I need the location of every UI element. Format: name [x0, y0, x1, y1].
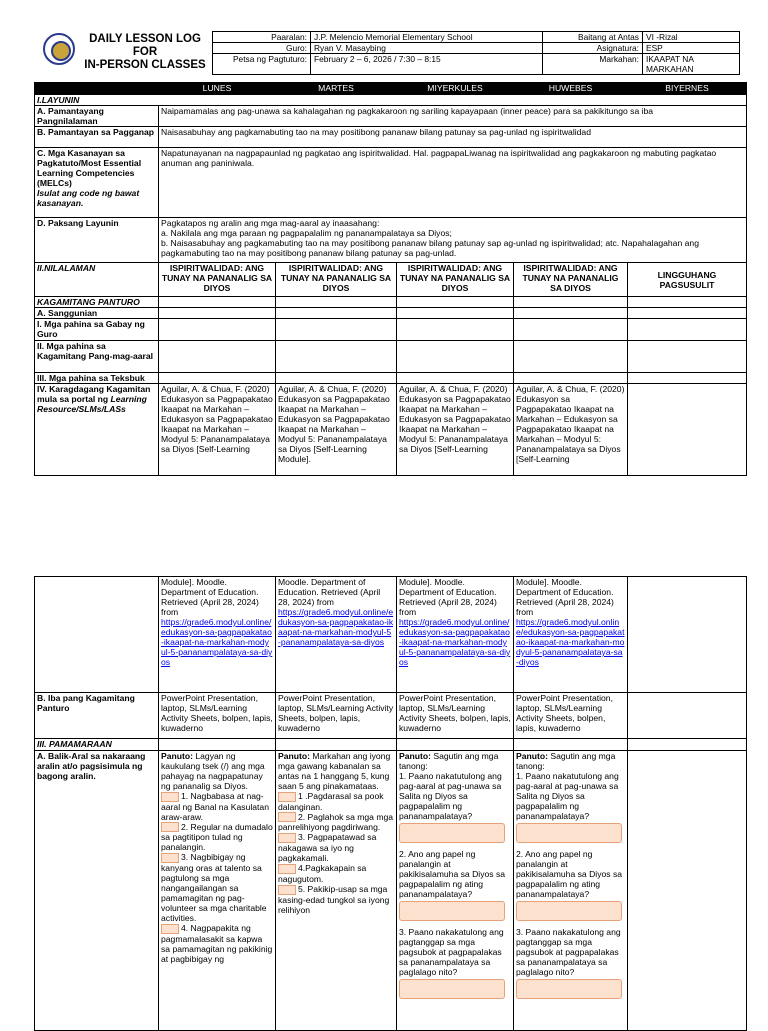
question-2-thu: 2. Ano ang papel ng panalangin at pakikisalamuha sa Diyos sa pagpapalalim ng ating pananampalataya?	[516, 849, 623, 899]
instructions-mon: Lagyan ng kaukulang tsek (/) ang mga pahayag na nagpapatunay ng pananalig sa Diyos.	[161, 751, 265, 791]
quarter-label: Markahan:	[543, 54, 643, 75]
iba-pang-kagamitan-mon: PowerPoint Presentation, laptop, SLMs/Learning Activity Sheets, bolpen, lapis, kuwaderno	[159, 693, 276, 739]
paksang-layunin-cell	[159, 218, 747, 263]
question-2-wed: 2. Ano ang papel ng panalangin at pakikisalamuha sa Diyos sa pagpapalalim ng ating pananampalataya?	[399, 849, 506, 899]
nilalaman-topic-thu: ISPIRITWALIDAD: ANG TUNAY NA PANANALIG SA DIYOS	[514, 263, 628, 297]
kasanayan-label-cell	[35, 148, 159, 218]
balik-aral-tue	[276, 751, 397, 1031]
paksang-layunin-line-1: Pagkatapos ng aralin ang mga mag-aaral ay inaasahang:	[161, 218, 380, 228]
module-link-tue[interactable]: https://grade6.modyul.online/edukasyon-sa-pagpapakatao-ikaapat-na-markahan-modyul-5-pananampalataya-sa-diyos	[278, 607, 394, 647]
nilalaman-topic-mon: ISPIRITWALIDAD: ANG TUNAY NA PANANALIG SA DIYOS	[159, 263, 276, 297]
gabay-ng-guro-label: I. Mga pahina sa Gabay ng Guro	[35, 319, 159, 341]
nilalaman-friday: LINGGUHANG PAGSUSULIT	[628, 263, 747, 297]
instructions-wed: Sagutin ang mga tanong:	[399, 751, 499, 771]
date-label: Petsa ng Pagtuturo:	[213, 54, 311, 75]
answer-box-1-wed[interactable]	[399, 823, 505, 843]
day-friday: BIYERNES	[628, 83, 747, 95]
module-link-mon[interactable]: https://grade6.modyul.online/edukasyon-sa-pagpapakatao-ikaapat-na-markahan-modyul-5-pananampalataya-sa-diyos	[161, 617, 273, 667]
teacher-label: Guro:	[213, 43, 311, 54]
statement-4: 4. Nagpapakita ng pagmamalasakit sa kapwa sa pamamagitan ng pakikinig at pagbibigay ng	[161, 923, 273, 964]
panuto-tue: Panuto:	[278, 751, 310, 761]
nilalaman-topic-tue: ISPIRITWALIDAD: ANG TUNAY NA PANANALIG SA DIYOS	[276, 263, 397, 297]
answer-box-3-thu[interactable]	[516, 979, 622, 999]
checkbox-1[interactable]	[161, 792, 179, 802]
document-title	[80, 33, 210, 72]
subject-label: Asignatura:	[543, 43, 643, 54]
kasanayan-text: Napatunayanan na nagpapaunlad ng pagkatao ang ispiritwalidad. Hal. pagpapaLiwanag na ispiritwalidad ang pagkakaroon ng mabuting pagkatao anuman ang paniniwala.	[159, 148, 747, 218]
rating-box-3[interactable]	[278, 833, 296, 843]
rating-box-4[interactable]	[278, 864, 296, 874]
subject-value: ESP	[643, 43, 740, 54]
reference-thu: Aguilar, A. & Chua, F. (2020) Edukasyon sa Pagpapakatao Ikaapat na Markahan – Edukasyon sa Pagpapakatao Ikaapat na Markahan – Modyul 5: Pananampalataya sa Diyos [Self-Learning	[514, 384, 628, 476]
reference-cont-text-mon: Module]. Moodle. Department of Education. Retrieved (April 28, 2024) from	[161, 577, 259, 617]
rating-box-5[interactable]	[278, 885, 296, 895]
paksang-layunin-line-3: b. Naisasabuhay ang pagkamabuting tao na may positibong pananaw bilang patunay sap ag-unlad ng ispiritwalidad; atc. Napahalagahan ang pagkamabuting tao na may positibong pananaw bilang patunay sa pag-unlad.	[161, 238, 699, 258]
question-1-wed: 1. Paano nakatutulong ang pag-aaral at pag-unawa sa Salita ng Diyos sa pagpapalalim ng pananampalataya?	[399, 771, 502, 821]
statement-1: 1. Nagbabasa at nag-aaral ng Banal na Kasulatan araw-araw.	[161, 791, 269, 822]
kasanayan-label: C. Mga Kasanayan sa Pagkatuto/Most Essential Learning Competencies (MELCs)	[37, 148, 142, 188]
date-value: February 2 – 6, 2026 / 7:30 – 8:15	[311, 54, 543, 75]
kagamitang-pang-mag-aaral-label: II. Mga pahina sa Kagamitang Pang-mag-aaral	[35, 341, 159, 373]
panuto-wed: Panuto:	[399, 751, 431, 761]
grade-value: VI -Rizal	[643, 32, 740, 43]
instructions-tue: Markahan ang iyong mga gawang kabanalan sa antas na 1 hanggang 5, kung saan 5 ang pinakamataas.	[278, 751, 391, 791]
iba-pang-kagamitan-thu: PowerPoint Presentation, laptop, SLMs/Learning Activity Sheets, bolpen, lapis, kuwaderno	[514, 693, 628, 739]
balik-aral-wed	[397, 751, 514, 1031]
header-info-table	[212, 31, 740, 75]
question-3-wed: 3. Paano nakakatulong ang pagtanggap sa mga pagsubok at pagpapalakas sa pananampalataya sa paglalago nito?	[399, 927, 504, 977]
day-thursday: HUWEBES	[514, 83, 628, 95]
school-value: J.P. Melencio Memorial Elementary School	[311, 32, 543, 43]
layunin-heading: I.LAYUNIN	[35, 95, 747, 106]
teksbuk-label: III. Mga pahina sa Teksbuk	[35, 373, 159, 384]
question-3-thu: 3. Paano nakakatulong ang pagtanggap sa mga pagsubok at pagpapalakas sa pananampalataya sa paglalago nito?	[516, 927, 621, 977]
day-wednesday: MIYERKULES	[397, 83, 514, 95]
reference-cont-wed	[397, 577, 514, 693]
karagdagang-kagamitan-label	[35, 384, 159, 476]
day-monday: LUNES	[159, 83, 276, 95]
day-tuesday: MARTES	[276, 83, 397, 95]
reference-cont-thu	[514, 577, 628, 693]
balik-aral-label: A. Balik-Aral sa nakaraang aralin at/o pagsisimula ng bagong aralin.	[35, 751, 159, 1031]
question-1-thu: 1. Paano nakatutulong ang pag-aaral at pag-unawa sa Salita ng Diyos sa pagpapalalim ng pananampalataya?	[516, 771, 619, 821]
rating-item-1: 1 .Pagdarasal sa pook dalanginan.	[278, 791, 384, 812]
kagamitang-panturo-heading: KAGAMITANG PANTURO	[35, 297, 159, 308]
iba-pang-kagamitan-wed: PowerPoint Presentation, laptop, SLMs/Learning Activity Sheets, bolpen, lapis, kuwaderno	[397, 693, 514, 739]
rating-box-1[interactable]	[278, 792, 296, 802]
pamantayan-sa-pagganap-text: Naisasabuhay ang pagkamabuting tao na may positibong pananaw bilang patunay sa pag-unlad ng ispiritwalidad	[159, 127, 747, 148]
reference-cont-text-thu: Module]. Moodle. Department of Education. Retrieved (April 28, 2024) from	[516, 577, 614, 617]
checkbox-2[interactable]	[161, 822, 179, 832]
paksang-layunin-label: D. Paksang Layunin	[35, 218, 159, 263]
reference-mon: Aguilar, A. & Chua, F. (2020) Edukasyon sa Pagpapakatao Ikaapat na Markahan – Edukasyon sa Pagpapakatao Ikaapat na Markahan – Modyul 5: Pananampalataya sa Diyos [Self-Learning	[159, 384, 276, 476]
lesson-log-table-page-1	[34, 82, 747, 476]
balik-aral-thu	[514, 751, 628, 1031]
grade-label: Baitang at Antas	[543, 32, 643, 43]
answer-box-1-thu[interactable]	[516, 823, 622, 843]
checkbox-3[interactable]	[161, 853, 179, 863]
reference-cont-mon	[159, 577, 276, 693]
balik-aral-mon	[159, 751, 276, 1031]
title-line-2: IN-PERSON CLASSES	[84, 59, 206, 71]
pamantayan-sa-pagganap-label: B. Pamantayan sa Pagganap	[35, 127, 159, 148]
rating-item-3: 3. Pagpapatawad sa nakagawa sa iyo ng pagkakamali.	[278, 832, 377, 864]
title-line-1: DAILY LESSON LOG FOR	[89, 33, 201, 58]
learning-resource-text: Learning Resource/SLMs/LASs	[37, 394, 147, 414]
lesson-log-table-page-2	[34, 576, 747, 1031]
statement-2: 2. Regular na dumadalo sa pagtitipon tulad ng panalangin.	[161, 821, 273, 853]
rating-item-5: 5. Pakikip-usap sa mga kasing-edad tungkol sa iyong relihiyon	[278, 883, 390, 915]
karagdagang-kagamitan-label-text: IV. Karagdagang Kagamitan mula sa portal ng	[37, 384, 151, 404]
instructions-thu: Sagutin ang mga tanong:	[516, 751, 616, 771]
teacher-value: Ryan V. Masaybing	[311, 43, 543, 54]
rating-item-4: 4.Pagkakapain sa nagugutom.	[278, 863, 367, 884]
rating-item-2: 2. Paglahok sa mga mga panrelihiyong pagdiriwang.	[278, 811, 394, 833]
answer-box-3-wed[interactable]	[399, 979, 505, 999]
day-header-row	[35, 83, 747, 95]
module-link-wed[interactable]: https://grade6.modyul.online/edukasyon-sa-pagpapakatao-ikaapat-na-markahan-modyul-5-pananampalataya-sa-diyos	[399, 617, 511, 667]
sanggunian-label: A. Sanggunian	[35, 308, 159, 319]
day-header-blank	[35, 83, 159, 95]
deped-seal-logo	[43, 33, 75, 65]
statement-3: 3. Nagbibigay ng kanyang oras at talento sa pagtulong sa mga nangangailangan sa pamamagitan ng pag-volunteer sa mga charitable activities.	[161, 852, 267, 924]
kasanayan-note: Isulat ang code ng bawat kasanayan.	[37, 188, 140, 208]
pamamaraan-heading: III. PAMAMARAAN	[35, 739, 159, 751]
iba-pang-kagamitan-tue: PowerPoint Presentation, laptop, SLMs/Learning Activity Sheets, bolpen, lapis, kuwaderno	[276, 693, 397, 739]
rating-box-2[interactable]	[278, 812, 296, 822]
reference-cont-text-tue: Moodle. Department of Education. Retrieved (April 28, 2024) from	[278, 577, 381, 607]
school-label: Paaralan:	[213, 32, 311, 43]
paksang-layunin-line-2: a. Nakilala ang mga paraan ng pagpapalalim ng pananampalataya sa Diyos;	[161, 228, 452, 238]
reference-cont-tue	[276, 577, 397, 693]
iba-pang-kagamitan-label: B. Iba pang Kagamitang Panturo	[35, 693, 159, 739]
nilalaman-topic-wed: ISPIRITWALIDAD: ANG TUNAY NA PANANALIG SA DIYOS	[397, 263, 514, 297]
nilalaman-heading: II.NILALAMAN	[35, 263, 159, 297]
pamantayang-pangnilalaman-label: A. Pamantayang Pangnilalaman	[35, 106, 159, 127]
reference-cont-text-wed: Module]. Moodle. Department of Education. Retrieved (April 28, 2024) from	[399, 577, 497, 617]
panuto-thu: Panuto:	[516, 751, 548, 761]
checkbox-4[interactable]	[161, 924, 179, 934]
answer-box-2-wed[interactable]	[399, 901, 505, 921]
reference-wed: Aguilar, A. & Chua, F. (2020) Edukasyon sa Pagpapakatao Ikaapat na Markahan – Edukasyon sa Pagpapakatao Ikaapat na Markahan – Modyul 5: Pananampalataya sa Diyos [Self-Learning	[397, 384, 514, 476]
quarter-value: IKAAPAT NA MARKAHAN	[643, 54, 740, 75]
answer-box-2-thu[interactable]	[516, 901, 622, 921]
module-link-thu[interactable]: https://grade6.modyul.online/edukasyon-sa-pagpapakatao-ikaapat-na-markahan-modyul-5-pananampalataya-sa-diyos	[516, 617, 625, 667]
reference-tue: Aguilar, A. & Chua, F. (2020) Edukasyon sa Pagpapakatao Ikaapat na Markahan – Edukasyon sa Pagpapakatao Ikaapat na Markahan – Modyul 5: Pananampalataya sa Diyos [Self-Learning Module].	[276, 384, 397, 476]
pamantayang-pangnilalaman-text: Naipamamalas ang pag-unawa sa kahalagahan ng pagkakaroon ng sariling kapayapaan (inner peace) para sa pakikitungo sa iba	[159, 106, 747, 127]
panuto-mon: Panuto:	[161, 751, 193, 761]
